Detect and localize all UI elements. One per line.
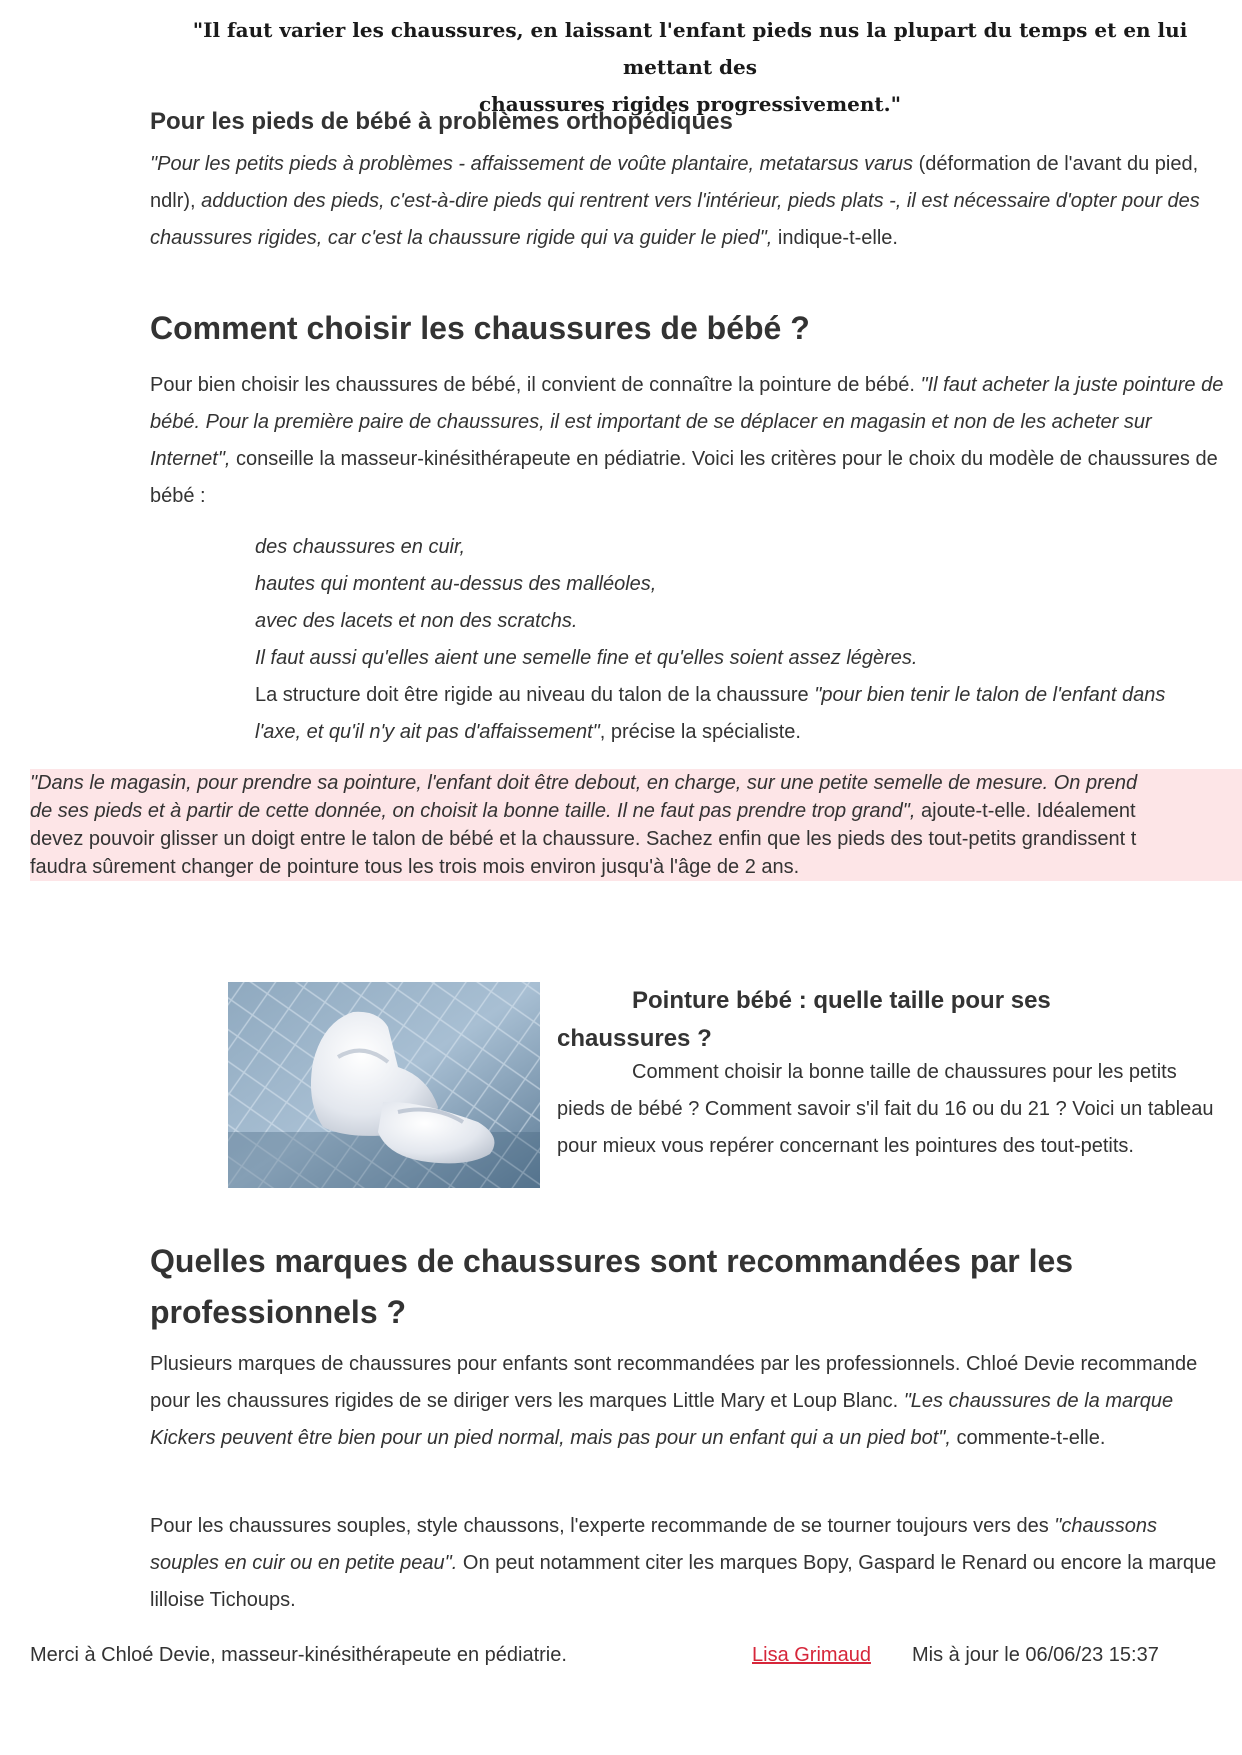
related-article-description: Comment choisir la bonne taille de chaussures pour les petits pieds de bébé ? Comment savoir s'il fait du 16 ou du 21 ? Voici un tableau pour mieux vous repérer concernant les pointures des tout-petits. <box>557 1061 1214 1157</box>
plain-text: (déformation de l'avant du pied, ndlr), <box>150 153 1199 212</box>
list-item <box>255 566 1215 603</box>
italic-text: "Dans le magasin, pour prendre sa pointure, l'enfant doit être debout, en charge, sur une petite semelle de mesure. On prend <box>30 772 1138 794</box>
italic-text: hautes qui montent au-dessus des malléoles, <box>255 573 657 595</box>
italic-text: "chaussons souples en cuir ou en petite peau". <box>150 1515 1157 1574</box>
acknowledgment: Merci à Chloé Devie, masseur-kinésithérapeute en pédiatrie. <box>30 1644 567 1666</box>
highlighted-paragraph <box>30 769 1242 881</box>
baby-shoes-photo <box>228 982 540 1188</box>
plain-text: ajoute-t-elle. Idéalement <box>915 800 1136 822</box>
italic-text: avec des lacets et non des scratchs. <box>255 610 578 632</box>
plain-text: La structure doit être rigide au niveau du talon de la chaussure <box>255 684 815 706</box>
brands-paragraph-2 <box>150 1508 1230 1619</box>
plain-text: Pour les chaussures souples, style chaussons, l'experte recommande de se tourner toujours vers des <box>150 1515 1055 1537</box>
pull-quote-line: "Il faut varier les chaussures, en laissant l'enfant pieds nus la plupart du temps et en lui mettant des <box>192 18 1188 79</box>
orthopedic-paragraph <box>150 146 1230 257</box>
list-item <box>255 603 1215 640</box>
list-item <box>255 640 1215 677</box>
plain-text: conseille la masseur-kinésithérapeute en pédiatrie. Voici les critères pour le choix du modèle de chaussures de bébé : <box>150 448 1218 507</box>
italic-text: "pour bien tenir le talon de l'enfant dans l'axe, et qu'il n'y ait pas d'affaissement" <box>255 684 1166 743</box>
highlight-line: faudra sûrement changer de pointure tous les trois mois environ jusqu'à l'âge de 2 ans. <box>30 853 1242 881</box>
italic-text: des chaussures en cuir, <box>255 536 466 558</box>
brands-paragraph-1 <box>150 1346 1230 1457</box>
choose-paragraph <box>150 367 1230 515</box>
highlight-line: devez pouvoir glisser un doigt entre le talon de bébé et la chaussure. Sachez enfin que les pieds des tout-petits grandissent t <box>30 825 1242 853</box>
pull-quote <box>180 12 1200 123</box>
italic-text: "Les chaussures de la marque Kickers peuvent être bien pour un pied normal, mais pas pour un enfant qui a un pied bot", <box>150 1390 1174 1449</box>
list-item <box>255 529 1215 566</box>
related-article-image[interactable] <box>228 982 540 1188</box>
criteria-list <box>255 529 1215 751</box>
highlight-line <box>30 797 1242 825</box>
plain-text: Pour bien choisir les chaussures de bébé, il convient de connaître la pointure de bébé. <box>150 374 921 396</box>
updated-timestamp: Mis à jour le 06/06/23 15:37 <box>912 1644 1159 1666</box>
related-article-title[interactable]: Pointure bébé : quelle taille pour ses chaussures ? <box>557 987 1051 1052</box>
section-heading-brands: Quelles marques de chaussures sont recommandées par les professionnels ? <box>150 1243 1074 1330</box>
italic-text: "Pour les petits pieds à problèmes - affaissement de voûte plantaire, metatarsus varus <box>150 153 914 175</box>
pull-quote-line: chaussures rigides progressivement." <box>478 92 902 116</box>
plain-text: indique-t-elle. <box>772 227 898 249</box>
section-heading-orthopedic: Pour les pieds de bébé à problèmes orthopédiques <box>150 108 733 135</box>
italic-text: "Il faut acheter la juste pointure de bébé. Pour la première paire de chaussures, il est important de se déplacer en magasin et non de les acheter sur Internet", <box>150 374 1224 470</box>
plain-text: Plusieurs marques de chaussures pour enfants sont recommandées par les professionnels. Chloé Devie recommande pour les chaussures rigides de se diriger vers les marques Little Mary et Loup Blanc. <box>150 1353 1198 1412</box>
plain-text: , précise la spécialiste. <box>599 721 801 743</box>
plain-text: On peut notamment citer les marques Bopy, Gaspard le Renard ou encore la marque lilloise Tichoups. <box>150 1552 1217 1611</box>
author-link[interactable]: Lisa Grimaud <box>752 1644 871 1666</box>
highlight-line <box>30 769 1242 797</box>
italic-text: adduction des pieds, c'est-à-dire pieds qui rentrent vers l'intérieur, pieds plats -, il est nécessaire d'opter pour des chaussures rigides, car c'est la chaussure rigide qui va guider le pied", <box>150 190 1200 249</box>
plain-text: commente-t-elle. <box>950 1427 1106 1449</box>
italic-text: Il faut aussi qu'elles aient une semelle fine et qu'elles soient assez légères. <box>255 647 918 669</box>
italic-text: de ses pieds et à partir de cette donnée, on choisit la bonne taille. Il ne faut pas prendre trop grand", <box>30 800 916 822</box>
section-heading-choose: Comment choisir les chaussures de bébé ? <box>150 310 810 346</box>
list-item <box>255 677 1215 751</box>
